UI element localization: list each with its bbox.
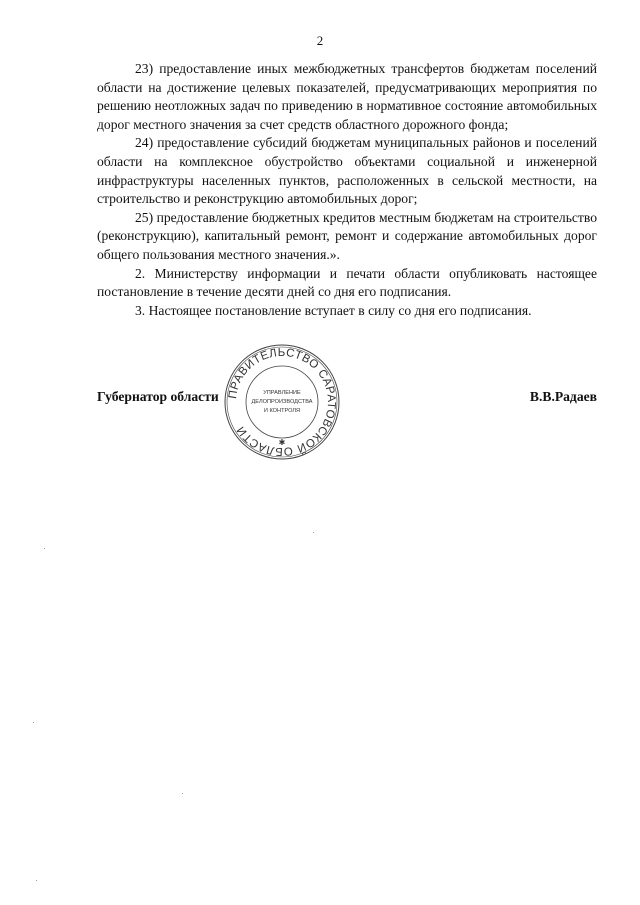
scan-speck	[33, 722, 34, 723]
signature-block	[97, 389, 597, 409]
paragraph-item-25: 25) предоставление бюджетных кредитов местным бюджетам на строительство (реконструкцию), капитальный ремонт, ремонт и содержание автомобильных дорог общего пользования местного значения.».	[97, 209, 597, 262]
seal-outer-text: ПРАВИТЕЛЬСТВО САРАТОВСКОЙ ОБЛАСТИ	[226, 346, 338, 458]
paragraph-item-24: 24) предоставление субсидий бюджетам муниципальных районов и поселений области на комплексное обустройство объектами социальной и инженерной инфраструктуры населенных пунктов, расположенных в сельской местности, на строительство и реконструкцию автомобильных дорог;	[97, 135, 597, 207]
paragraph-effective-date: 3. Настоящее постановление вступает в силу со дня его подписания.	[135, 302, 532, 318]
scan-speck	[182, 793, 183, 794]
scan-speck	[44, 548, 45, 549]
seal-inner-line-2: ДЕЛОПРОИЗВОДСТВА	[251, 399, 313, 405]
seal-star-icon: ✱	[278, 438, 286, 447]
seal-inner-line-1: УПРАВЛЕНИЕ	[263, 390, 301, 396]
signatory-name: В.В.Радаев	[529, 389, 597, 404]
signatory-position: Губернатор области	[97, 389, 219, 404]
scan-speck	[36, 880, 37, 881]
document-body	[97, 60, 597, 320]
paragraph-item-23: 23) предоставление иных межбюджетных трансфертов бюджетам поселений области на достижение целевых показателей, предусматривающих мероприятия по решению неотложных задач по приведению в нормативное состояние автомобильных дорог местного значения за счет средств областного дорожного фонда;	[97, 61, 597, 132]
page-number: 2	[316, 33, 324, 48]
seal-inner-line-3: И КОНТРОЛЯ	[263, 408, 301, 414]
scan-speck	[313, 532, 314, 533]
paragraph-publication: 2. Министерству информации и печати области опубликовать настоящее постановление в течение десяти дней со дня его подписания.	[97, 265, 597, 300]
